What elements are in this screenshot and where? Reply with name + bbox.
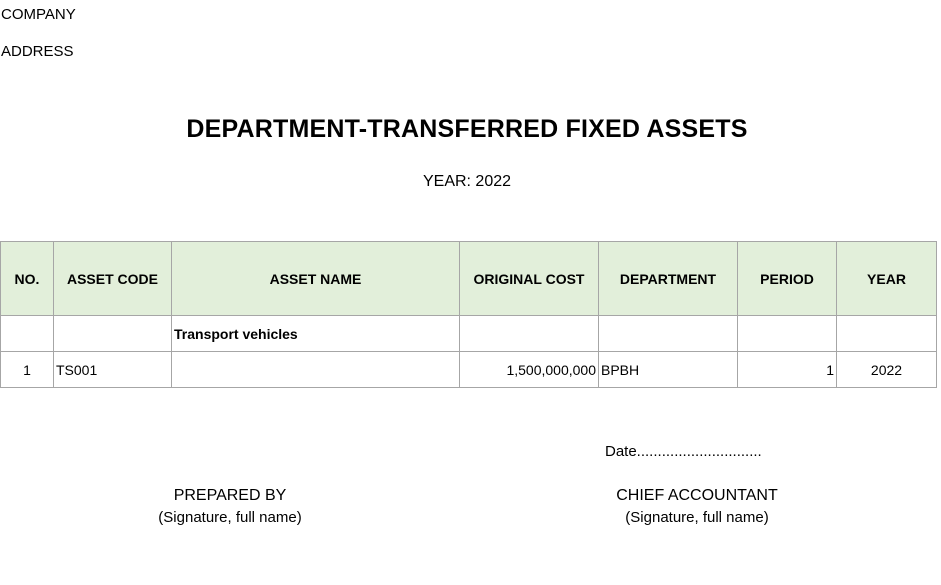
- column-header-asset-name: ASSET NAME: [172, 242, 460, 316]
- column-header-year: YEAR: [837, 242, 937, 316]
- column-header-asset-code: ASSET CODE: [54, 242, 172, 316]
- row-code-cell: TS001: [54, 352, 172, 388]
- company-address: ADDRESS: [1, 43, 74, 60]
- column-header-period: PERIOD: [738, 242, 837, 316]
- row-department-cell: BPBH: [599, 352, 738, 388]
- table-row: [1, 352, 937, 388]
- row-period-cell: 1: [738, 352, 837, 388]
- column-header-original-cost: ORIGINAL COST: [460, 242, 599, 316]
- group-department-cell: [599, 316, 738, 352]
- date-line: Date..............................: [605, 443, 762, 460]
- row-year-cell: 2022: [837, 352, 937, 388]
- report-title: DEPARTMENT-TRANSFERRED FIXED ASSETS: [186, 115, 748, 143]
- group-period-cell: [738, 316, 837, 352]
- group-code-cell: [54, 316, 172, 352]
- company-name: COMPANY: [1, 6, 76, 23]
- prepared-by-signature-note: (Signature, full name): [158, 509, 302, 526]
- group-name-cell: Transport vehicles: [172, 316, 460, 352]
- column-header-department: DEPARTMENT: [599, 242, 738, 316]
- row-cost-cell: 1,500,000,000: [460, 352, 599, 388]
- table-header-row: [1, 242, 937, 316]
- column-header-no: NO.: [1, 242, 54, 316]
- row-no-cell: 1: [1, 352, 54, 388]
- prepared-by-label: PREPARED BY: [173, 487, 287, 504]
- table-group-row: [1, 316, 937, 352]
- group-no-cell: [1, 316, 54, 352]
- report-year: YEAR: 2022: [422, 173, 512, 190]
- chief-accountant-label: CHIEF ACCOUNTANT: [616, 487, 778, 504]
- chief-accountant-signature-note: (Signature, full name): [625, 509, 769, 526]
- group-year-cell: [837, 316, 937, 352]
- group-cost-cell: [460, 316, 599, 352]
- row-name-cell: [172, 352, 460, 388]
- assets-table: [0, 241, 937, 388]
